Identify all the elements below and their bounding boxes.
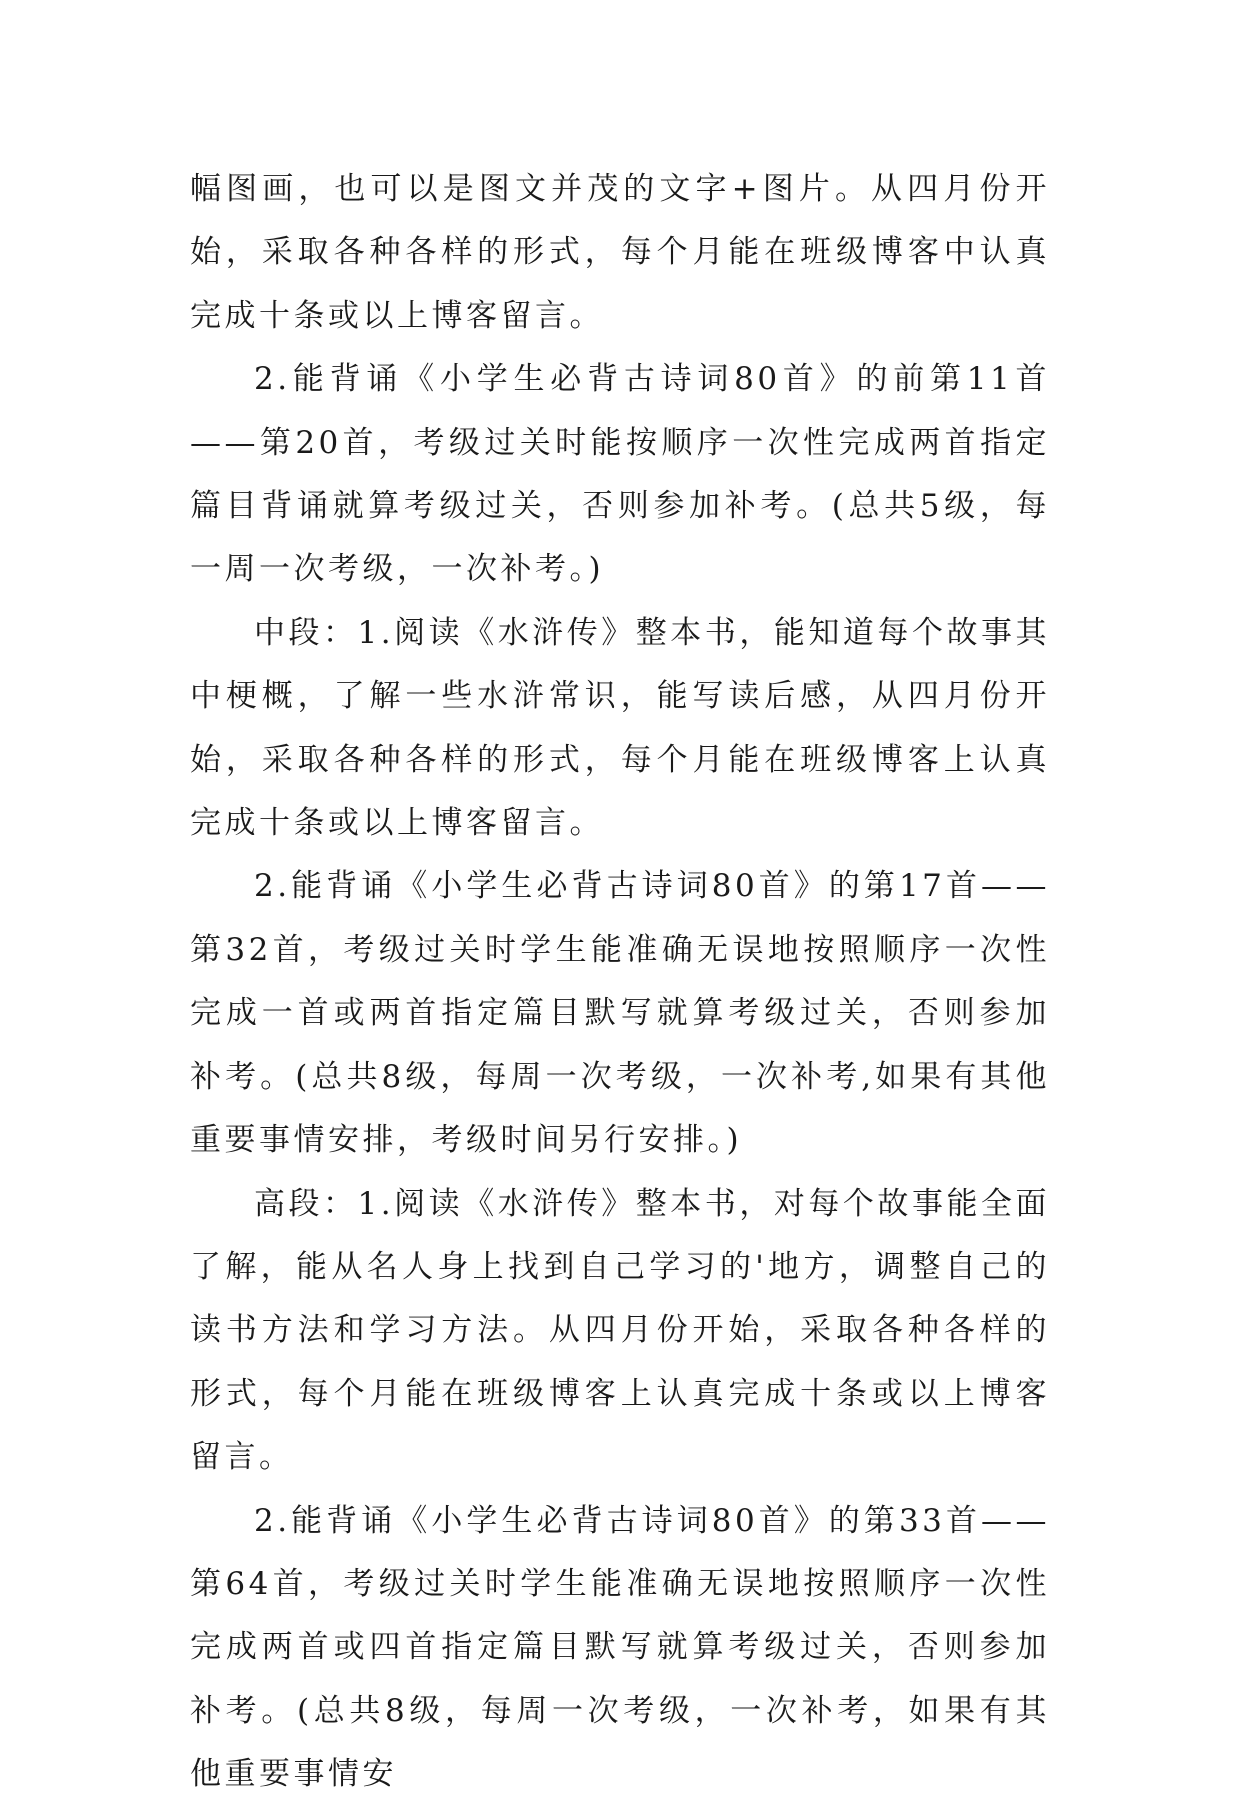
paragraph-continuation: 幅图画，也可以是图文并茂的文字+图片。从四月份开始，采取各种各样的形式，每个月能在班级博客中认真完成十条或以上博客留言。 bbox=[190, 171, 1050, 334]
paragraph-lower-poetry: 2.能背诵《小学生必背古诗词80首》的前第11首——第20首，考级过关时能按顺序一次性完成两首指定篇目背诵就算考级过关，否则参加补考。(总共5级，每一周一次考级，一次补考。) bbox=[190, 361, 1050, 588]
paragraph-upper-reading: 高段：1.阅读《水浒传》整本书，对每个故事能全面了解，能从名人身上找到自己学习的'地方，调整自己的读书方法和学习方法。从四月份开始，采取各种各样的形式，每个月能在班级博客上认真完成十条或以上博客留言。 bbox=[190, 1185, 1050, 1476]
paragraph-upper-poetry: 2.能背诵《小学生必背古诗词80首》的第33首——第64首，考级过关时学生能准确无误地按照顺序一次性完成两首或四首指定篇目默写就算考级过关，否则参加补考。(总共8级，每周一次考级，一次补考，如果有其他重要事情安 bbox=[190, 1502, 1050, 1793]
document-body bbox=[190, 158, 1050, 1807]
paragraph-middle-reading: 中段：1.阅读《水浒传》整本书，能知道每个故事其中梗概，了解一些水浒常识，能写读后感，从四月份开始，采取各种各样的形式，每个月能在班级博客上认真完成十条或以上博客留言。 bbox=[190, 614, 1050, 842]
paragraph-middle-poetry: 2.能背诵《小学生必背古诗词80首》的第17首——第32首，考级过关时学生能准确无误地按照顺序一次性完成一首或两首指定篇目默写就算考级过关，否则参加补考。(总共8级，每周一次考级，一次补考,如果有其他重要事情安排，考级时间另行安排。) bbox=[190, 868, 1050, 1159]
